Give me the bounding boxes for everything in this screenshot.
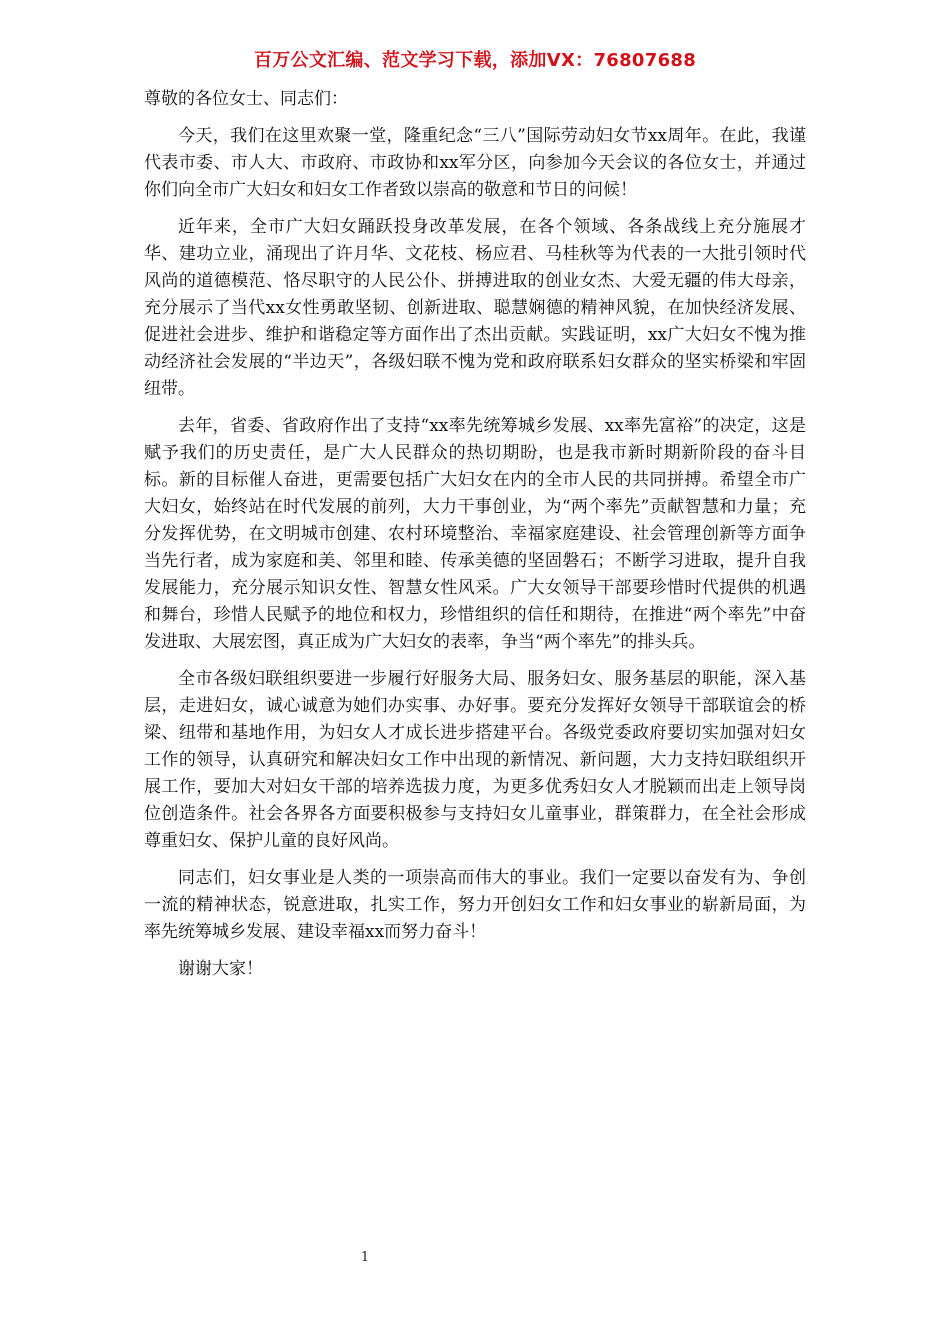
speech-body <box>144 86 806 993</box>
page-number: 1 <box>360 1250 370 1265</box>
paragraph-closing: 同志们，妇女事业是人类的一项崇高而伟大的事业。我们一定要以奋发有为、争创一流的精神状态，锐意进取，扎实工作，努力开创妇女工作和妇女事业的崭新局面，为率先统筹城乡发展、建设幸福xx而努力奋斗！ <box>144 868 806 942</box>
paragraph-opening: 今天，我们在这里欢聚一堂，隆重纪念“三八”国际劳动妇女节xx周年。在此，我谨代表市委、市人大、市政府、市政协和xx军分区，向参加今天会议的各位女士，并通过你们向全市广大妇女和妇女工作者致以崇高的敬意和节日的问候！ <box>144 126 806 200</box>
paragraph-achievements: 近年来，全市广大妇女踊跃投身改革发展，在各个领域、各条战线上充分施展才华、建功立业，涌现出了许月华、文花枝、杨应君、马桂秋等为代表的一大批引领时代风尚的道德模范、恪尽职守的人民公仆、拼搏进取的创业女杰、大爱无疆的伟大母亲，充分展示了当代xx女性勇敢坚韧、创新进取、聪慧娴德的精神风貌，在加快经济发展、促进社会进步、维护和谐稳定等方面作出了杰出贡献。实践证明，xx广大妇女不愧为推动经济社会发展的“半边天”，各级妇联不愧为党和政府联系妇女群众的坚实桥梁和牢固纽带。 <box>144 217 806 399</box>
paragraph-thanks: 谢谢大家！ <box>178 959 263 979</box>
download-banner: 百万公文汇编、范文学习下载，添加VX：76807688 <box>253 50 697 71</box>
paragraph-goals: 去年，省委、省政府作出了支持“xx率先统筹城乡发展、xx率先富裕”的决定，这是赋予我们的历史责任，是广大人民群众的热切期盼，也是我市新时期新阶段的奋斗目标。新的目标催人奋进，更需要包括广大妇女在内的全市人民的共同拼搏。希望全市广大妇女，始终站在时代发展的前列，大力干事创业，为“两个率先”贡献智慧和力量；充分发挥优势，在文明城市创建、农村环境整治、幸福家庭建设、社会管理创新等方面争当先行者，成为家庭和美、邻里和睦、传承美德的坚固磐石；不断学习进取，提升自我发展能力，充分展示知识女性、智慧女性风采。广大女领导干部要珍惜时代提供的机遇和舞台，珍惜人民赋予的地位和权力，珍惜组织的信任和期待，在推进“两个率先”中奋发进取、大展宏图，真正成为广大妇女的表率，争当“两个率先”的排头兵。 <box>144 416 806 652</box>
salutation: 尊敬的各位女士、同志们： <box>144 89 348 109</box>
paragraph-womens-federation: 全市各级妇联组织要进一步履行好服务大局、服务妇女、服务基层的职能，深入基层，走进妇女，诚心诚意为她们办实事、办好事。要充分发挥好女领导干部联谊会的桥梁、纽带和基地作用，为妇女人才成长进步搭建平台。各级党委政府要切实加强对妇女工作的领导，认真研究和解决妇女工作中出现的新情况、新问题，大力支持妇联组织开展工作，要加大对妇女干部的培养选拔力度，为更多优秀妇女人才脱颖而出走上领导岗位创造条件。社会各界各方面要积极参与支持妇女儿童事业，群策群力，在全社会形成尊重妇女、保护儿童的良好风尚。 <box>144 669 806 851</box>
